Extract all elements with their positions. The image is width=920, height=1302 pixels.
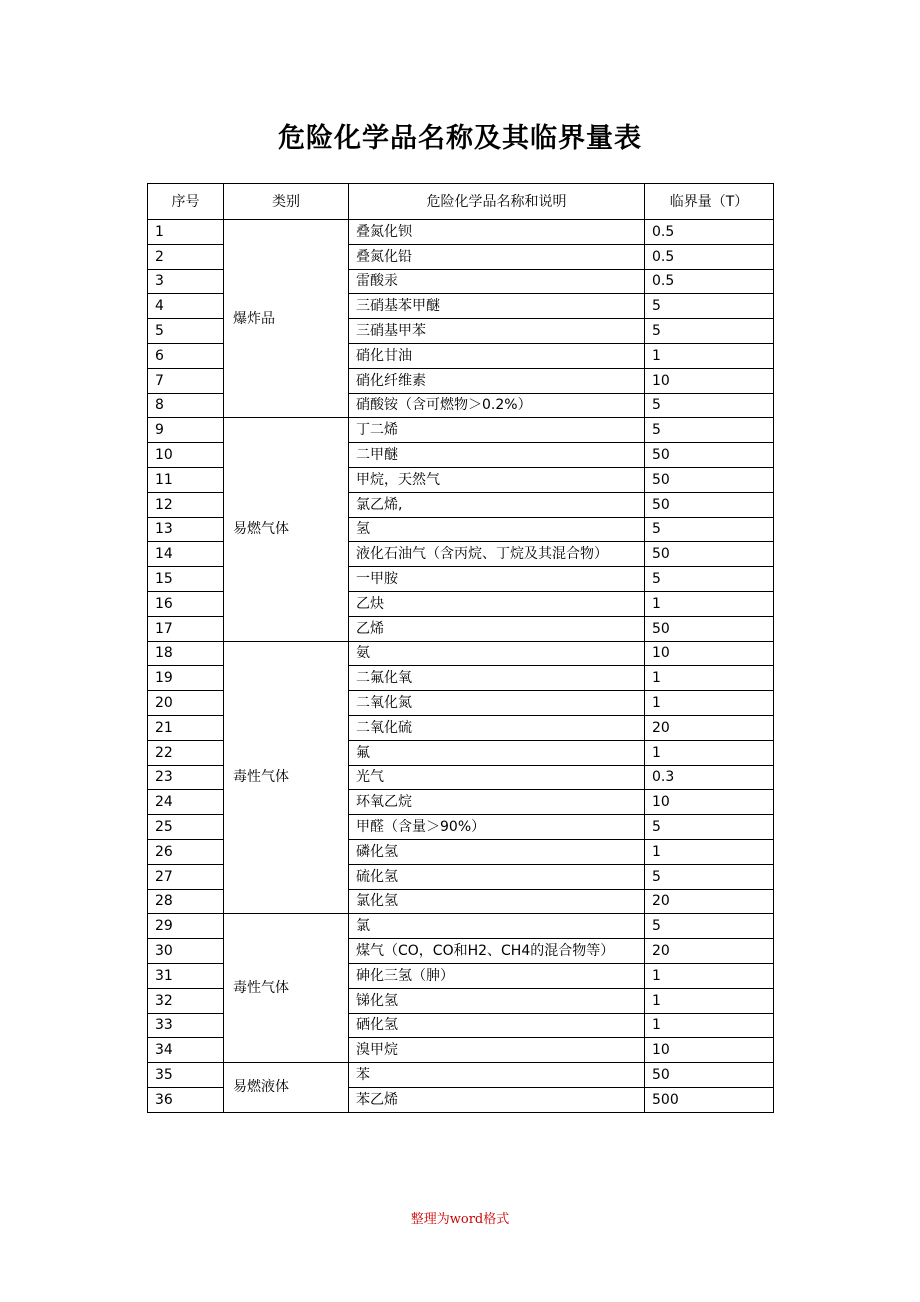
category-cell: 易燃气体 <box>224 418 349 641</box>
critical-quantity-cell: 5 <box>645 294 774 319</box>
serial-cell: 27 <box>148 864 224 889</box>
serial-cell: 33 <box>148 1013 224 1038</box>
chemical-name-cell: 磷化氢 <box>349 839 645 864</box>
chemical-name-cell: 苯乙烯 <box>349 1087 645 1112</box>
critical-quantity-cell: 5 <box>645 914 774 939</box>
chemical-name-cell: 氯 <box>349 914 645 939</box>
serial-cell: 4 <box>148 294 224 319</box>
critical-quantity-cell: 1 <box>645 988 774 1013</box>
serial-cell: 31 <box>148 963 224 988</box>
table-body <box>148 220 774 1113</box>
chemical-name-cell: 氨 <box>349 641 645 666</box>
serial-cell: 23 <box>148 765 224 790</box>
critical-quantity-cell: 5 <box>645 864 774 889</box>
table-row <box>148 914 774 939</box>
category-cell: 毒性气体 <box>224 914 349 1063</box>
chemical-name-cell: 环氧乙烷 <box>349 790 645 815</box>
chemical-name-cell: 砷化三氢（胂） <box>349 963 645 988</box>
header-category: 类别 <box>224 184 349 220</box>
serial-cell: 28 <box>148 889 224 914</box>
chemical-name-cell: 锑化氢 <box>349 988 645 1013</box>
critical-quantity-cell: 50 <box>645 443 774 468</box>
critical-quantity-cell: 5 <box>645 567 774 592</box>
category-cell: 易燃液体 <box>224 1063 349 1113</box>
critical-quantity-cell: 5 <box>645 393 774 418</box>
chemical-name-cell: 丁二烯 <box>349 418 645 443</box>
serial-cell: 29 <box>148 914 224 939</box>
chemical-name-cell: 乙烯 <box>349 616 645 641</box>
critical-quantity-cell: 50 <box>645 1063 774 1088</box>
chemical-name-cell: 溴甲烷 <box>349 1038 645 1063</box>
chemical-name-cell: 三硝基甲苯 <box>349 319 645 344</box>
header-serial-number: 序号 <box>148 184 224 220</box>
critical-quantity-cell: 500 <box>645 1087 774 1112</box>
category-cell: 爆炸品 <box>224 220 349 418</box>
serial-cell: 32 <box>148 988 224 1013</box>
critical-quantity-cell: 0.5 <box>645 220 774 245</box>
chemical-name-cell: 甲烷，天然气 <box>349 467 645 492</box>
serial-cell: 6 <box>148 343 224 368</box>
serial-cell: 1 <box>148 220 224 245</box>
chemical-name-cell: 雷酸汞 <box>349 269 645 294</box>
serial-cell: 2 <box>148 244 224 269</box>
critical-quantity-cell: 1 <box>645 839 774 864</box>
critical-quantity-cell: 5 <box>645 815 774 840</box>
chemical-name-cell: 煤气（CO，CO和H2、CH4的混合物等） <box>349 939 645 964</box>
chemical-name-cell: 二氧化硫 <box>349 715 645 740</box>
serial-cell: 30 <box>148 939 224 964</box>
critical-quantity-cell: 1 <box>645 740 774 765</box>
chemical-name-cell: 硒化氢 <box>349 1013 645 1038</box>
serial-cell: 18 <box>148 641 224 666</box>
critical-quantity-cell: 5 <box>645 319 774 344</box>
table-row <box>148 220 774 245</box>
serial-cell: 25 <box>148 815 224 840</box>
page-title: 危险化学品名称及其临界量表 <box>278 123 642 154</box>
critical-quantity-cell: 20 <box>645 889 774 914</box>
critical-quantity-cell: 50 <box>645 542 774 567</box>
chemical-name-cell: 氢 <box>349 517 645 542</box>
chemical-name-cell: 二甲醚 <box>349 443 645 468</box>
critical-quantity-cell: 1 <box>645 1013 774 1038</box>
chemical-name-cell: 硝化甘油 <box>349 343 645 368</box>
critical-quantity-cell: 1 <box>645 591 774 616</box>
chemical-name-cell: 硝化纤维素 <box>349 368 645 393</box>
serial-cell: 15 <box>148 567 224 592</box>
chemical-name-cell: 乙炔 <box>349 591 645 616</box>
category-cell: 毒性气体 <box>224 641 349 914</box>
critical-quantity-cell: 1 <box>645 666 774 691</box>
chemical-name-cell: 二氧化氮 <box>349 691 645 716</box>
serial-cell: 9 <box>148 418 224 443</box>
chemical-name-cell: 硫化氢 <box>349 864 645 889</box>
critical-quantity-cell: 0.3 <box>645 765 774 790</box>
critical-quantity-cell: 10 <box>645 368 774 393</box>
chemical-name-cell: 氟 <box>349 740 645 765</box>
serial-cell: 14 <box>148 542 224 567</box>
serial-cell: 20 <box>148 691 224 716</box>
chemical-name-cell: 叠氮化钡 <box>349 220 645 245</box>
chemical-name-cell: 光气 <box>349 765 645 790</box>
critical-quantity-cell: 0.5 <box>645 244 774 269</box>
serial-cell: 10 <box>148 443 224 468</box>
chemical-name-cell: 三硝基苯甲醚 <box>349 294 645 319</box>
serial-cell: 26 <box>148 839 224 864</box>
chemical-name-cell: 一甲胺 <box>349 567 645 592</box>
chemical-name-cell: 二氟化氧 <box>349 666 645 691</box>
serial-cell: 8 <box>148 393 224 418</box>
chemical-name-cell: 苯 <box>349 1063 645 1088</box>
serial-cell: 3 <box>148 269 224 294</box>
serial-cell: 7 <box>148 368 224 393</box>
serial-cell: 11 <box>148 467 224 492</box>
chemical-name-cell: 氯乙烯, <box>349 492 645 517</box>
header-chemical-name: 危险化学品名称和说明 <box>349 184 645 220</box>
critical-quantity-cell: 10 <box>645 641 774 666</box>
serial-cell: 35 <box>148 1063 224 1088</box>
serial-cell: 16 <box>148 591 224 616</box>
footer-note: 整理为word格式 <box>410 1212 510 1227</box>
chemical-name-cell: 硝酸铵（含可燃物＞0.2%） <box>349 393 645 418</box>
serial-cell: 24 <box>148 790 224 815</box>
critical-quantity-cell: 0.5 <box>645 269 774 294</box>
critical-quantity-table <box>147 183 774 1113</box>
chemical-name-cell: 液化石油气（含丙烷、丁烷及其混合物） <box>349 542 645 567</box>
serial-cell: 5 <box>148 319 224 344</box>
table-row <box>148 418 774 443</box>
header-critical-quantity: 临界量（T） <box>645 184 774 220</box>
critical-quantity-cell: 50 <box>645 467 774 492</box>
critical-quantity-cell: 1 <box>645 343 774 368</box>
serial-cell: 21 <box>148 715 224 740</box>
serial-cell: 36 <box>148 1087 224 1112</box>
serial-cell: 34 <box>148 1038 224 1063</box>
serial-cell: 22 <box>148 740 224 765</box>
critical-quantity-cell: 10 <box>645 790 774 815</box>
serial-cell: 13 <box>148 517 224 542</box>
serial-cell: 19 <box>148 666 224 691</box>
critical-quantity-cell: 5 <box>645 517 774 542</box>
critical-quantity-cell: 50 <box>645 616 774 641</box>
table-row <box>148 641 774 666</box>
critical-quantity-cell: 50 <box>645 492 774 517</box>
critical-quantity-cell: 20 <box>645 939 774 964</box>
critical-quantity-cell: 5 <box>645 418 774 443</box>
chemical-name-cell: 叠氮化铅 <box>349 244 645 269</box>
critical-quantity-cell: 1 <box>645 963 774 988</box>
chemical-name-cell: 甲醛（含量＞90%） <box>349 815 645 840</box>
chemical-name-cell: 氯化氢 <box>349 889 645 914</box>
critical-quantity-cell: 1 <box>645 691 774 716</box>
table-row <box>148 1063 774 1088</box>
critical-quantity-cell: 10 <box>645 1038 774 1063</box>
serial-cell: 17 <box>148 616 224 641</box>
table-header-row <box>148 184 774 220</box>
critical-quantity-cell: 20 <box>645 715 774 740</box>
serial-cell: 12 <box>148 492 224 517</box>
